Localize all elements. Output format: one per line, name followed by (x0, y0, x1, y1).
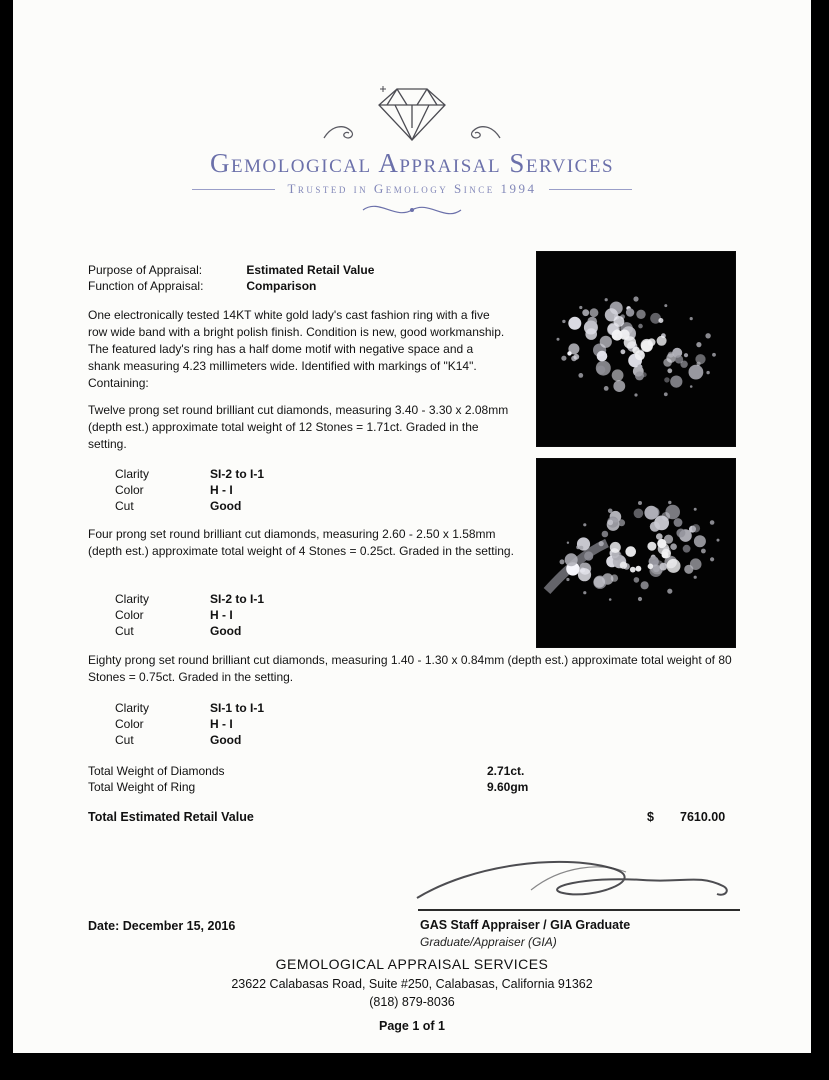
grade-label: Clarity (115, 592, 150, 606)
grade-row (88, 732, 264, 748)
grade-row (88, 623, 264, 639)
function-value: Comparison (246, 279, 317, 293)
grade-value: SI-2 to I-1 (210, 467, 265, 481)
ring-photo-side-image (537, 459, 735, 647)
company-tagline: Trusted in Gemology Since 1994 (287, 181, 537, 196)
grade-row (88, 498, 264, 514)
grade-row (88, 716, 264, 732)
total-ring-row (88, 779, 648, 795)
grade-table-1 (88, 466, 264, 514)
grade-value: H - I (210, 717, 233, 731)
grade-label: Clarity (115, 701, 150, 715)
flourish-left-icon (322, 122, 360, 144)
grade-value: H - I (210, 608, 233, 622)
grade-value: Good (210, 499, 242, 513)
flourish-right-icon (464, 122, 502, 144)
logo-diamond-row (13, 80, 811, 144)
retail-currency: $ (647, 810, 654, 824)
purpose-label: Purpose of Appraisal: (88, 263, 203, 277)
appraiser-subtitle: Graduate/Appraiser (GIA) (420, 935, 557, 949)
total-diamonds-label: Total Weight of Diamonds (88, 764, 225, 778)
ring-photo-top (537, 252, 735, 446)
tagline-row (192, 181, 632, 197)
total-diamonds-value: 2.71ct. (487, 764, 525, 778)
grade-value: Good (210, 733, 242, 747)
appraiser-signature (411, 846, 741, 910)
diamond-section-2-description: Four prong set round brilliant cut diamonds, measuring 2.60 - 2.50 x 1.58mm (depth est.) approximate total weight of 4 Stones = 0.25ct. Graded in the setting. (88, 527, 514, 558)
total-diamonds-row (88, 763, 648, 779)
grade-row (88, 482, 264, 498)
purpose-row (88, 262, 374, 278)
appraisal-date: Date: December 15, 2016 (88, 919, 236, 933)
ring-description: One electronically tested 14KT white gold lady's cast fashion ring with a five row wide band with a bright polish finish. Condition is new, good workmanship. The featured lady's ring has a half dome motif with negative space and a shank measuring 4.23 millimeters wide. Identified with markings of "K14". Containing: (88, 308, 505, 390)
signature-line (418, 909, 740, 911)
grade-label: Cut (115, 499, 134, 513)
footer-company-name: GEMOLOGICAL APPRAISAL SERVICES (275, 956, 549, 972)
grade-row (88, 607, 264, 623)
retail-value-label: Total Estimated Retail Value (88, 810, 254, 824)
company-name: Gemological Appraisal Services (209, 148, 615, 178)
grade-table-3 (88, 700, 264, 748)
purpose-value: Estimated Retail Value (246, 263, 375, 277)
tagline-rule-right (549, 189, 632, 190)
footer-phone: (818) 879-8036 (369, 995, 455, 1009)
total-ring-value: 9.60gm (487, 780, 529, 794)
ring-photo-side (537, 459, 735, 647)
appraiser-title: GAS Staff Appraiser / GIA Graduate (420, 918, 631, 932)
grade-row (88, 700, 264, 716)
grade-table-2 (88, 591, 264, 639)
grade-value: SI-1 to I-1 (210, 701, 265, 715)
total-ring-label: Total Weight of Ring (88, 780, 196, 794)
document-page (13, 0, 811, 1053)
grade-value: SI-2 to I-1 (210, 592, 265, 606)
grade-row (88, 466, 264, 482)
tagline-rule-left (192, 189, 275, 190)
company-logo (13, 80, 811, 219)
footer-address: 23622 Calabasas Road, Suite #250, Calabasas, California 91362 (231, 977, 593, 991)
grade-value: H - I (210, 483, 233, 497)
grade-label: Cut (115, 624, 134, 638)
page-number: Page 1 of 1 (379, 1019, 445, 1033)
retail-value-row (88, 810, 748, 824)
diamond-section-3-description: Eighty prong set round brilliant cut diamonds, measuring 1.40 - 1.30 x 0.84mm (depth est.) approximate total weight of 80 Stones = 0.75ct. Graded in the setting. (88, 653, 732, 684)
ring-photo-top-image (537, 252, 735, 446)
retail-value: 7610.00 (680, 810, 726, 824)
function-row (88, 278, 316, 294)
grade-label: Color (115, 608, 144, 622)
function-label: Function of Appraisal: (88, 279, 204, 293)
grade-label: Clarity (115, 467, 150, 481)
grade-label: Color (115, 483, 144, 497)
grade-value: Good (210, 624, 242, 638)
grade-label: Cut (115, 733, 134, 747)
diamond-section-1-description: Twelve prong set round brilliant cut diamonds, measuring 3.40 - 3.30 x 2.08mm (depth est.) approximate total weight of 12 Stones = 1.71ct. Graded in the setting. (88, 403, 509, 451)
diamond-logo-icon (374, 84, 450, 144)
scroll-ornament-icon (357, 201, 467, 219)
grade-row (88, 591, 264, 607)
grade-label: Color (115, 717, 144, 731)
